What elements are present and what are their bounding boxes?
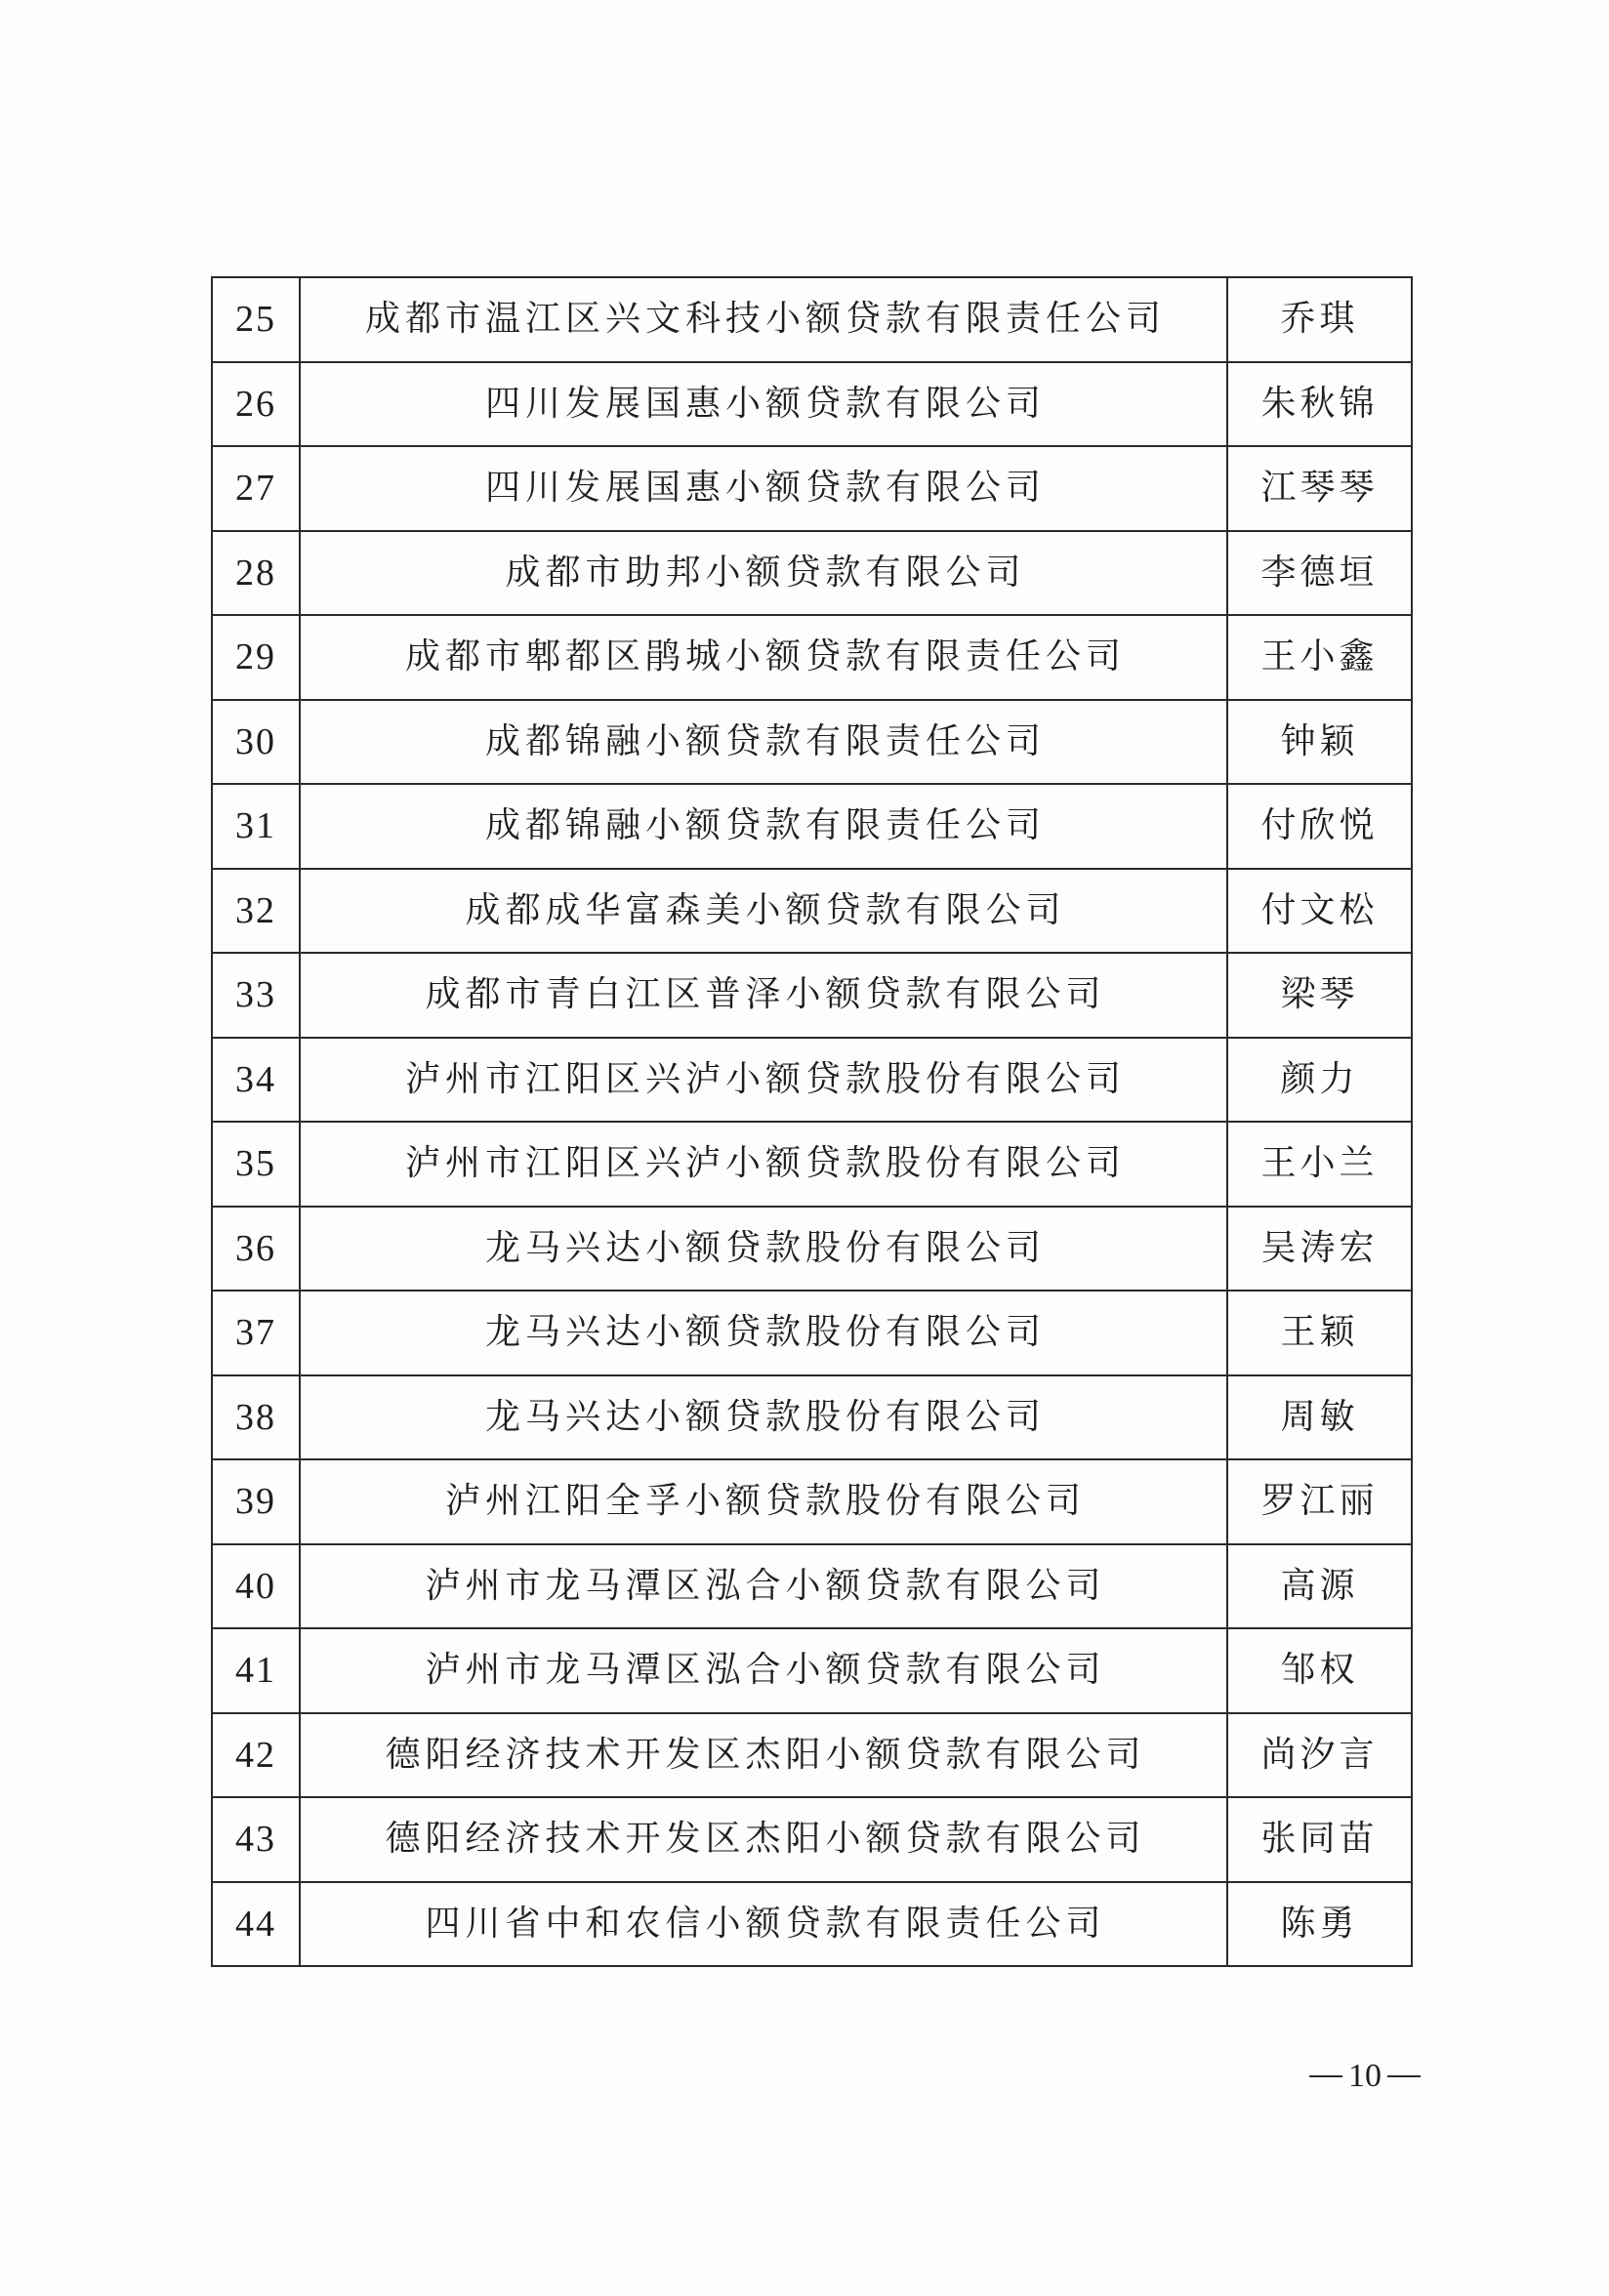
row-number-cell: 31 bbox=[212, 784, 300, 869]
table-row bbox=[212, 1882, 1412, 1967]
table-row bbox=[212, 531, 1412, 616]
table-row bbox=[212, 1375, 1412, 1460]
organization-cell: 泸州市龙马潭区泓合小额贷款有限公司 bbox=[300, 1544, 1227, 1629]
organization-cell: 龙马兴达小额贷款股份有限公司 bbox=[300, 1291, 1227, 1375]
table-row bbox=[212, 1038, 1412, 1123]
organization-cell: 德阳经济技术开发区杰阳小额贷款有限公司 bbox=[300, 1713, 1227, 1798]
person-name-cell: 钟颖 bbox=[1227, 700, 1412, 785]
row-number-cell: 40 bbox=[212, 1544, 300, 1629]
person-name-cell: 陈勇 bbox=[1227, 1882, 1412, 1967]
table-row bbox=[212, 446, 1412, 531]
organization-cell: 成都锦融小额贷款有限责任公司 bbox=[300, 700, 1227, 785]
table-row bbox=[212, 953, 1412, 1038]
row-number-cell: 38 bbox=[212, 1375, 300, 1460]
table-row bbox=[212, 1544, 1412, 1629]
row-number-cell: 43 bbox=[212, 1797, 300, 1882]
row-number-cell: 29 bbox=[212, 615, 300, 700]
organization-cell: 德阳经济技术开发区杰阳小额贷款有限公司 bbox=[300, 1797, 1227, 1882]
organization-cell: 泸州江阳全孚小额贷款股份有限公司 bbox=[300, 1459, 1227, 1544]
person-name-cell: 王小兰 bbox=[1227, 1122, 1412, 1207]
row-number-cell: 41 bbox=[212, 1628, 300, 1713]
person-name-cell: 王颖 bbox=[1227, 1291, 1412, 1375]
page-number bbox=[1297, 2055, 1433, 2098]
table-row bbox=[212, 700, 1412, 785]
roster-table bbox=[211, 276, 1413, 1967]
organization-cell: 成都市助邦小额贷款有限公司 bbox=[300, 531, 1227, 616]
table-row bbox=[212, 1797, 1412, 1882]
table-row bbox=[212, 277, 1412, 362]
person-name-cell: 尚汐言 bbox=[1227, 1713, 1412, 1798]
row-number-cell: 36 bbox=[212, 1207, 300, 1292]
row-number-cell: 32 bbox=[212, 869, 300, 954]
row-number-cell: 35 bbox=[212, 1122, 300, 1207]
person-name-cell: 付文松 bbox=[1227, 869, 1412, 954]
organization-cell: 龙马兴达小额贷款股份有限公司 bbox=[300, 1207, 1227, 1292]
person-name-cell: 付欣悦 bbox=[1227, 784, 1412, 869]
organization-cell: 成都锦融小额贷款有限责任公司 bbox=[300, 784, 1227, 869]
organization-cell: 泸州市龙马潭区泓合小额贷款有限公司 bbox=[300, 1628, 1227, 1713]
organization-cell: 四川省中和农信小额贷款有限责任公司 bbox=[300, 1882, 1227, 1967]
organization-cell: 四川发展国惠小额贷款有限公司 bbox=[300, 446, 1227, 531]
organization-cell: 成都市青白江区普泽小额贷款有限公司 bbox=[300, 953, 1227, 1038]
organization-cell: 四川发展国惠小额贷款有限公司 bbox=[300, 362, 1227, 447]
organization-cell: 泸州市江阳区兴泸小额贷款股份有限公司 bbox=[300, 1122, 1227, 1207]
page-number-right-dash bbox=[1387, 2075, 1421, 2077]
person-name-cell: 乔琪 bbox=[1227, 277, 1412, 362]
person-name-cell: 罗江丽 bbox=[1227, 1459, 1412, 1544]
person-name-cell: 高源 bbox=[1227, 1544, 1412, 1629]
person-name-cell: 江琴琴 bbox=[1227, 446, 1412, 531]
row-number-cell: 28 bbox=[212, 531, 300, 616]
row-number-cell: 42 bbox=[212, 1713, 300, 1798]
table-row bbox=[212, 1628, 1412, 1713]
table-row bbox=[212, 1291, 1412, 1375]
table-row bbox=[212, 784, 1412, 869]
page-number-left-dash bbox=[1309, 2075, 1342, 2077]
person-name-cell: 梁琴 bbox=[1227, 953, 1412, 1038]
row-number-cell: 33 bbox=[212, 953, 300, 1038]
row-number-cell: 27 bbox=[212, 446, 300, 531]
page-number-value: 10 bbox=[1348, 2058, 1382, 2094]
organization-cell: 龙马兴达小额贷款股份有限公司 bbox=[300, 1375, 1227, 1460]
row-number-cell: 44 bbox=[212, 1882, 300, 1967]
organization-cell: 成都市温江区兴文科技小额贷款有限责任公司 bbox=[300, 277, 1227, 362]
row-number-cell: 39 bbox=[212, 1459, 300, 1544]
person-name-cell: 吴涛宏 bbox=[1227, 1207, 1412, 1292]
row-number-cell: 34 bbox=[212, 1038, 300, 1123]
row-number-cell: 25 bbox=[212, 277, 300, 362]
organization-cell: 成都市郫都区鹃城小额贷款有限责任公司 bbox=[300, 615, 1227, 700]
person-name-cell: 周敏 bbox=[1227, 1375, 1412, 1460]
table-row bbox=[212, 1713, 1412, 1798]
person-name-cell: 张同苗 bbox=[1227, 1797, 1412, 1882]
roster-table-body bbox=[212, 277, 1412, 1966]
row-number-cell: 26 bbox=[212, 362, 300, 447]
person-name-cell: 李德垣 bbox=[1227, 531, 1412, 616]
table-row bbox=[212, 362, 1412, 447]
person-name-cell: 邹权 bbox=[1227, 1628, 1412, 1713]
table-row bbox=[212, 615, 1412, 700]
organization-cell: 泸州市江阳区兴泸小额贷款股份有限公司 bbox=[300, 1038, 1227, 1123]
row-number-cell: 37 bbox=[212, 1291, 300, 1375]
person-name-cell: 王小鑫 bbox=[1227, 615, 1412, 700]
table-row bbox=[212, 1459, 1412, 1544]
person-name-cell: 颜力 bbox=[1227, 1038, 1412, 1123]
table-row bbox=[212, 869, 1412, 954]
person-name-cell: 朱秋锦 bbox=[1227, 362, 1412, 447]
organization-cell: 成都成华富森美小额贷款有限公司 bbox=[300, 869, 1227, 954]
row-number-cell: 30 bbox=[212, 700, 300, 785]
table-row bbox=[212, 1122, 1412, 1207]
table-row bbox=[212, 1207, 1412, 1292]
